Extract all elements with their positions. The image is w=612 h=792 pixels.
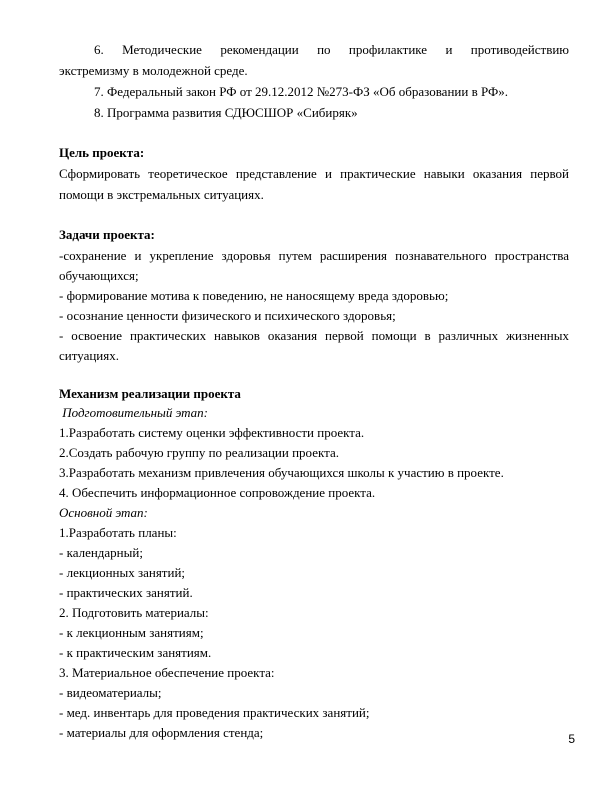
main-item-7: - к практическим занятиям. (59, 645, 212, 660)
reference-item-6-line-1: 6. Методические рекомендации по профилактике и противодействию (94, 42, 569, 57)
main-item-2: - календарный; (59, 545, 143, 560)
main-item-3: - лекционных занятий; (59, 565, 186, 580)
main-item-4: - практических занятий. (59, 585, 193, 600)
main-item-9: - видеоматериалы; (59, 685, 162, 700)
goal-heading: Цель проекта: (59, 145, 145, 160)
goal-text-line-2: помощи в экстремальных ситуациях. (59, 187, 264, 202)
page-number: 5 (568, 732, 575, 746)
task-line-3: - формирование мотива к поведению, не наносящему вреда здоровью; (59, 288, 449, 303)
main-stage-label: Основной этап: (59, 505, 148, 520)
main-item-11: - материалы для оформления стенда; (59, 725, 264, 740)
task-line-5: - освоение практических навыков оказания первой помощи в различных жизненных (59, 328, 569, 343)
prep-item-4: 4. Обеспечить информационное сопровождение проекта. (59, 485, 376, 500)
task-line-4: - осознание ценности физического и психического здоровья; (59, 308, 396, 323)
prep-item-3: 3.Разработать механизм привлечения обучающихся школы к участию в проекте. (59, 465, 504, 480)
mechanism-heading: Механизм реализации проекта (59, 386, 241, 401)
reference-item-7: 7. Федеральный закон РФ от 29.12.2012 №273-ФЗ «Об образовании в РФ». (94, 84, 508, 99)
main-item-5: 2. Подготовить материалы: (59, 605, 209, 620)
task-line-6: ситуациях. (59, 348, 119, 363)
prep-item-2: 2.Создать рабочую группу по реализации проекта. (59, 445, 339, 460)
task-line-1: -сохранение и укрепление здоровья путем расширения познавательного пространства (59, 248, 569, 263)
prep-item-1: 1.Разработать систему оценки эффективности проекта. (59, 425, 365, 440)
main-item-10: - мед. инвентарь для проведения практических занятий; (59, 705, 370, 720)
reference-item-6-line-2: экстремизму в молодежной среде. (59, 63, 248, 78)
goal-text-line-1: Сформировать теоретическое представление и практические навыки оказания первой (59, 166, 569, 181)
preparatory-stage-label: Подготовительный этап: (59, 405, 209, 420)
task-line-2: обучающихся; (59, 268, 139, 283)
main-item-1: 1.Разработать планы: (59, 525, 177, 540)
reference-item-8: 8. Программа развития СДЮСШОР «Сибиряк» (94, 105, 358, 120)
main-item-6: - к лекционным занятиям; (59, 625, 204, 640)
main-item-8: 3. Материальное обеспечение проекта: (59, 665, 275, 680)
tasks-heading: Задачи проекта: (59, 227, 155, 242)
